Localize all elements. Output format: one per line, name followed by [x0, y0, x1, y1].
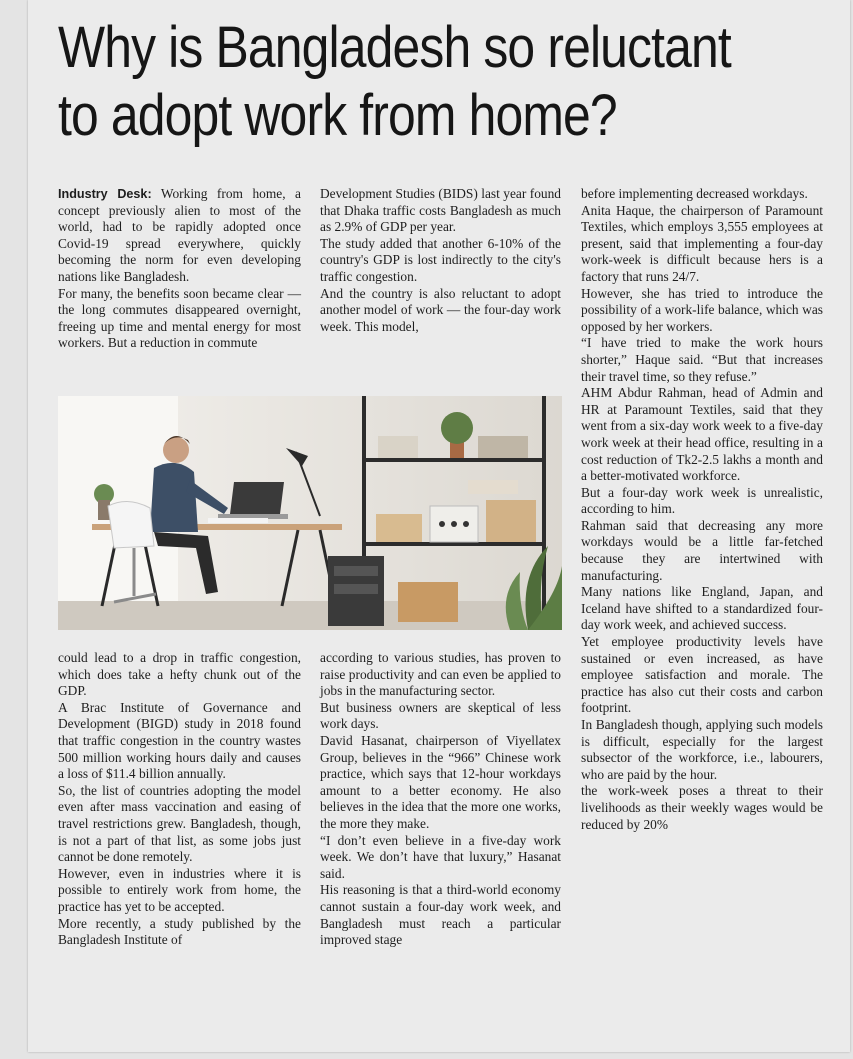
paragraph: before implementing decreased workdays. [581, 186, 808, 201]
paragraph: And the country is also reluctant to adopt another model of work — the four-day work week. This model, [320, 285, 561, 334]
paragraph [58, 186, 301, 286]
paragraph: A Brac Institute of Governance and Development (BIGD) study in 2018 found that traffic congestion in the country wastes 500 million working hours daily and causes a loss of $11.4 billion annually. [58, 699, 301, 782]
paragraph: Anita Haque, the chairperson of Paramount Textiles, which employs 3,555 employees at present, said that implementing a four-day work-week is difficult because hers is a factory that runs 24/7. [581, 202, 823, 284]
headline: Why is Bangladesh so reluctant to adopt work from home? [58, 15, 731, 148]
paragraph: Many nations like England, Japan, and Iceland have shifted to a standardized four-day work week, and achieved success. [581, 584, 823, 633]
paragraph: Rahman said that decreasing any more workdays would be a little far-fetched because they are intertwined with manufacturing. [581, 517, 823, 583]
paragraph: could lead to a drop in traffic congestion, which does take a hefty chunk out of the GDP. [58, 650, 301, 699]
column-2-bottom [320, 650, 561, 949]
column-1-top [58, 186, 301, 352]
paragraph: The study added that another 6-10% of the country's GDP is lost indirectly to the city's traffic congestion. [320, 235, 561, 284]
paragraph-text: Working from home, a concept previously alien to most of the world, had to be rapidly adopted once Covid-19 spread everywhere, quickly becoming the norm for even developing nations like Bangladesh. [58, 186, 301, 284]
paragraph: So, the list of countries adopting the model even after mass vaccination and easing of travel restrictions grew. Bangladesh, though, is not a part of that list, as some jobs just cannot be done remotely. [58, 782, 301, 865]
paragraph: the work-week poses a threat to their livelihoods as their weekly wages would be reduced by 20% [581, 783, 823, 832]
article-photo [58, 396, 562, 630]
paragraph: Yet employee productivity levels have sustained or even increased, as have employee satisfaction and morale. The practice has also cut their costs and carbon footprint. [581, 634, 823, 716]
paragraph: However, she has tried to introduce the possibility of a work-life balance, which was opposed by her workers. [581, 285, 823, 334]
paragraph: David Hasanat, chairperson of Viyellatex Group, believes in the “966” Chinese work practice, which says that 12-hour workdays amount to a better economy. He also believes in the idea that the more one works, the more they make. [320, 732, 561, 831]
column-2-top [320, 186, 561, 335]
paragraph: But a four-day work week is unrealistic, according to him. [581, 484, 823, 517]
paragraph: In Bangladesh though, applying such models is difficult, especially for the largest subsector of the workforce, i.e., labourers, who are paid by the hour. [581, 717, 823, 782]
column-1-bottom [58, 650, 301, 949]
paragraph: For many, the benefits soon became clear — the long commutes disappeared overnight, freeing up time and mental energy for most workers. But a reduction in commute [58, 285, 301, 351]
paragraph: “I have tried to make the work hours shorter,” Haque said. “But that increases their travel time, so they refuse.” [581, 335, 823, 384]
paragraph: Development Studies (BIDS) last year found that Dhaka traffic costs Bangladesh as much as 2.9% of GDP per year. [320, 186, 561, 235]
home-office-illustration [58, 396, 562, 630]
paragraph: But business owners are skeptical of less work days. [320, 699, 561, 732]
paragraph: His reasoning is that a third-world economy cannot sustain a four-day work week, and Bangladesh must reach a particular improved stage [320, 882, 561, 948]
paragraph: AHM Abdur Rahman, head of Admin and HR at Paramount Textiles, said that they went from a six-day work week to a five-day work week at their head office, resulting in a cost reduction of Tk2-2.5 lakhs a month and a better-motivated workforce. [581, 385, 823, 484]
paragraph: “I don’t even believe in a five-day work week. We don’t have that luxury,” Hasanat said. [320, 832, 561, 881]
paragraph: More recently, a study published by the Bangladesh Institute of [58, 915, 301, 948]
paragraph: However, even in industries where it is possible to entirely work from home, the practice has yet to be accepted. [58, 865, 301, 914]
byline: Industry Desk: [58, 187, 152, 201]
column-3 [581, 186, 823, 833]
paragraph: according to various studies, has proven to raise productivity and can even be applied to jobs in the manufacturing sector. [320, 650, 561, 699]
